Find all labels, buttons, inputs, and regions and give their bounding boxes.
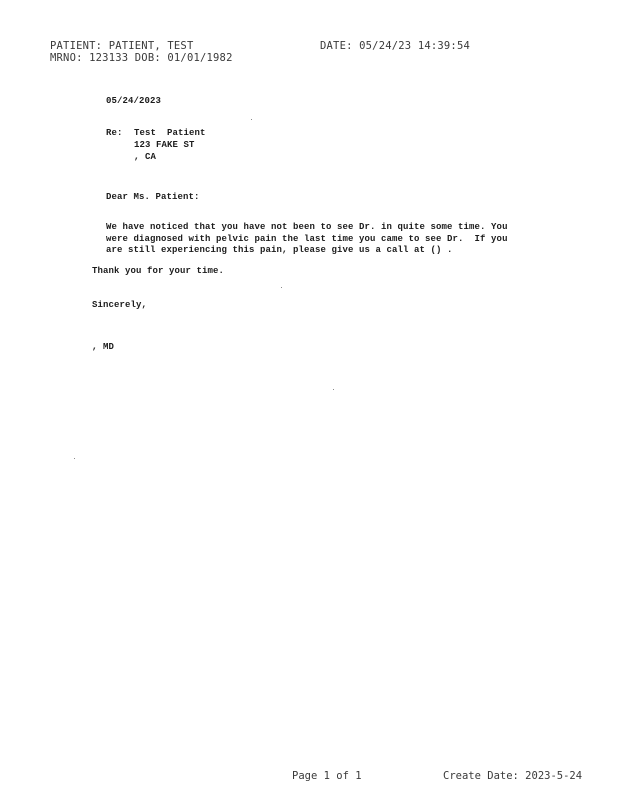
re-label: Re: [106,128,123,138]
re-patient-name: Test Patient [134,128,206,138]
create-date: Create Date: 2023-5-24 [443,770,583,782]
fax-speck [333,389,334,390]
fax-speck [281,287,282,288]
letter-date: 05/24/2023 [106,96,162,106]
letter-body-paragraph [106,222,526,257]
re-city-state: , CA [134,152,157,162]
page-number: Page 1 of 1 [292,770,362,782]
patient-name-line: PATIENT: PATIENT, TEST [50,40,194,52]
header-date: DATE: 05/24/23 14:39:54 [320,40,470,52]
fax-speck [251,119,252,120]
closing-line: Sincerely, [92,300,148,310]
body-line: are still experiencing this pain, please give us a call at () . [106,245,453,255]
fax-speck [74,458,75,459]
mrn-dob-line: MRNO: 123133 DOB: 01/01/1982 [50,52,233,64]
signature-line: , MD [92,342,115,352]
body-line: We have noticed that you have not been to see Dr. in quite some time. You [106,222,508,232]
body-line: were diagnosed with pelvic pain the last time you came to see Dr. If you [106,233,508,244]
re-street-address: 123 FAKE ST [134,140,195,150]
salutation: Dear Ms. Patient: [106,192,200,202]
thanks-line: Thank you for your time. [92,266,225,276]
